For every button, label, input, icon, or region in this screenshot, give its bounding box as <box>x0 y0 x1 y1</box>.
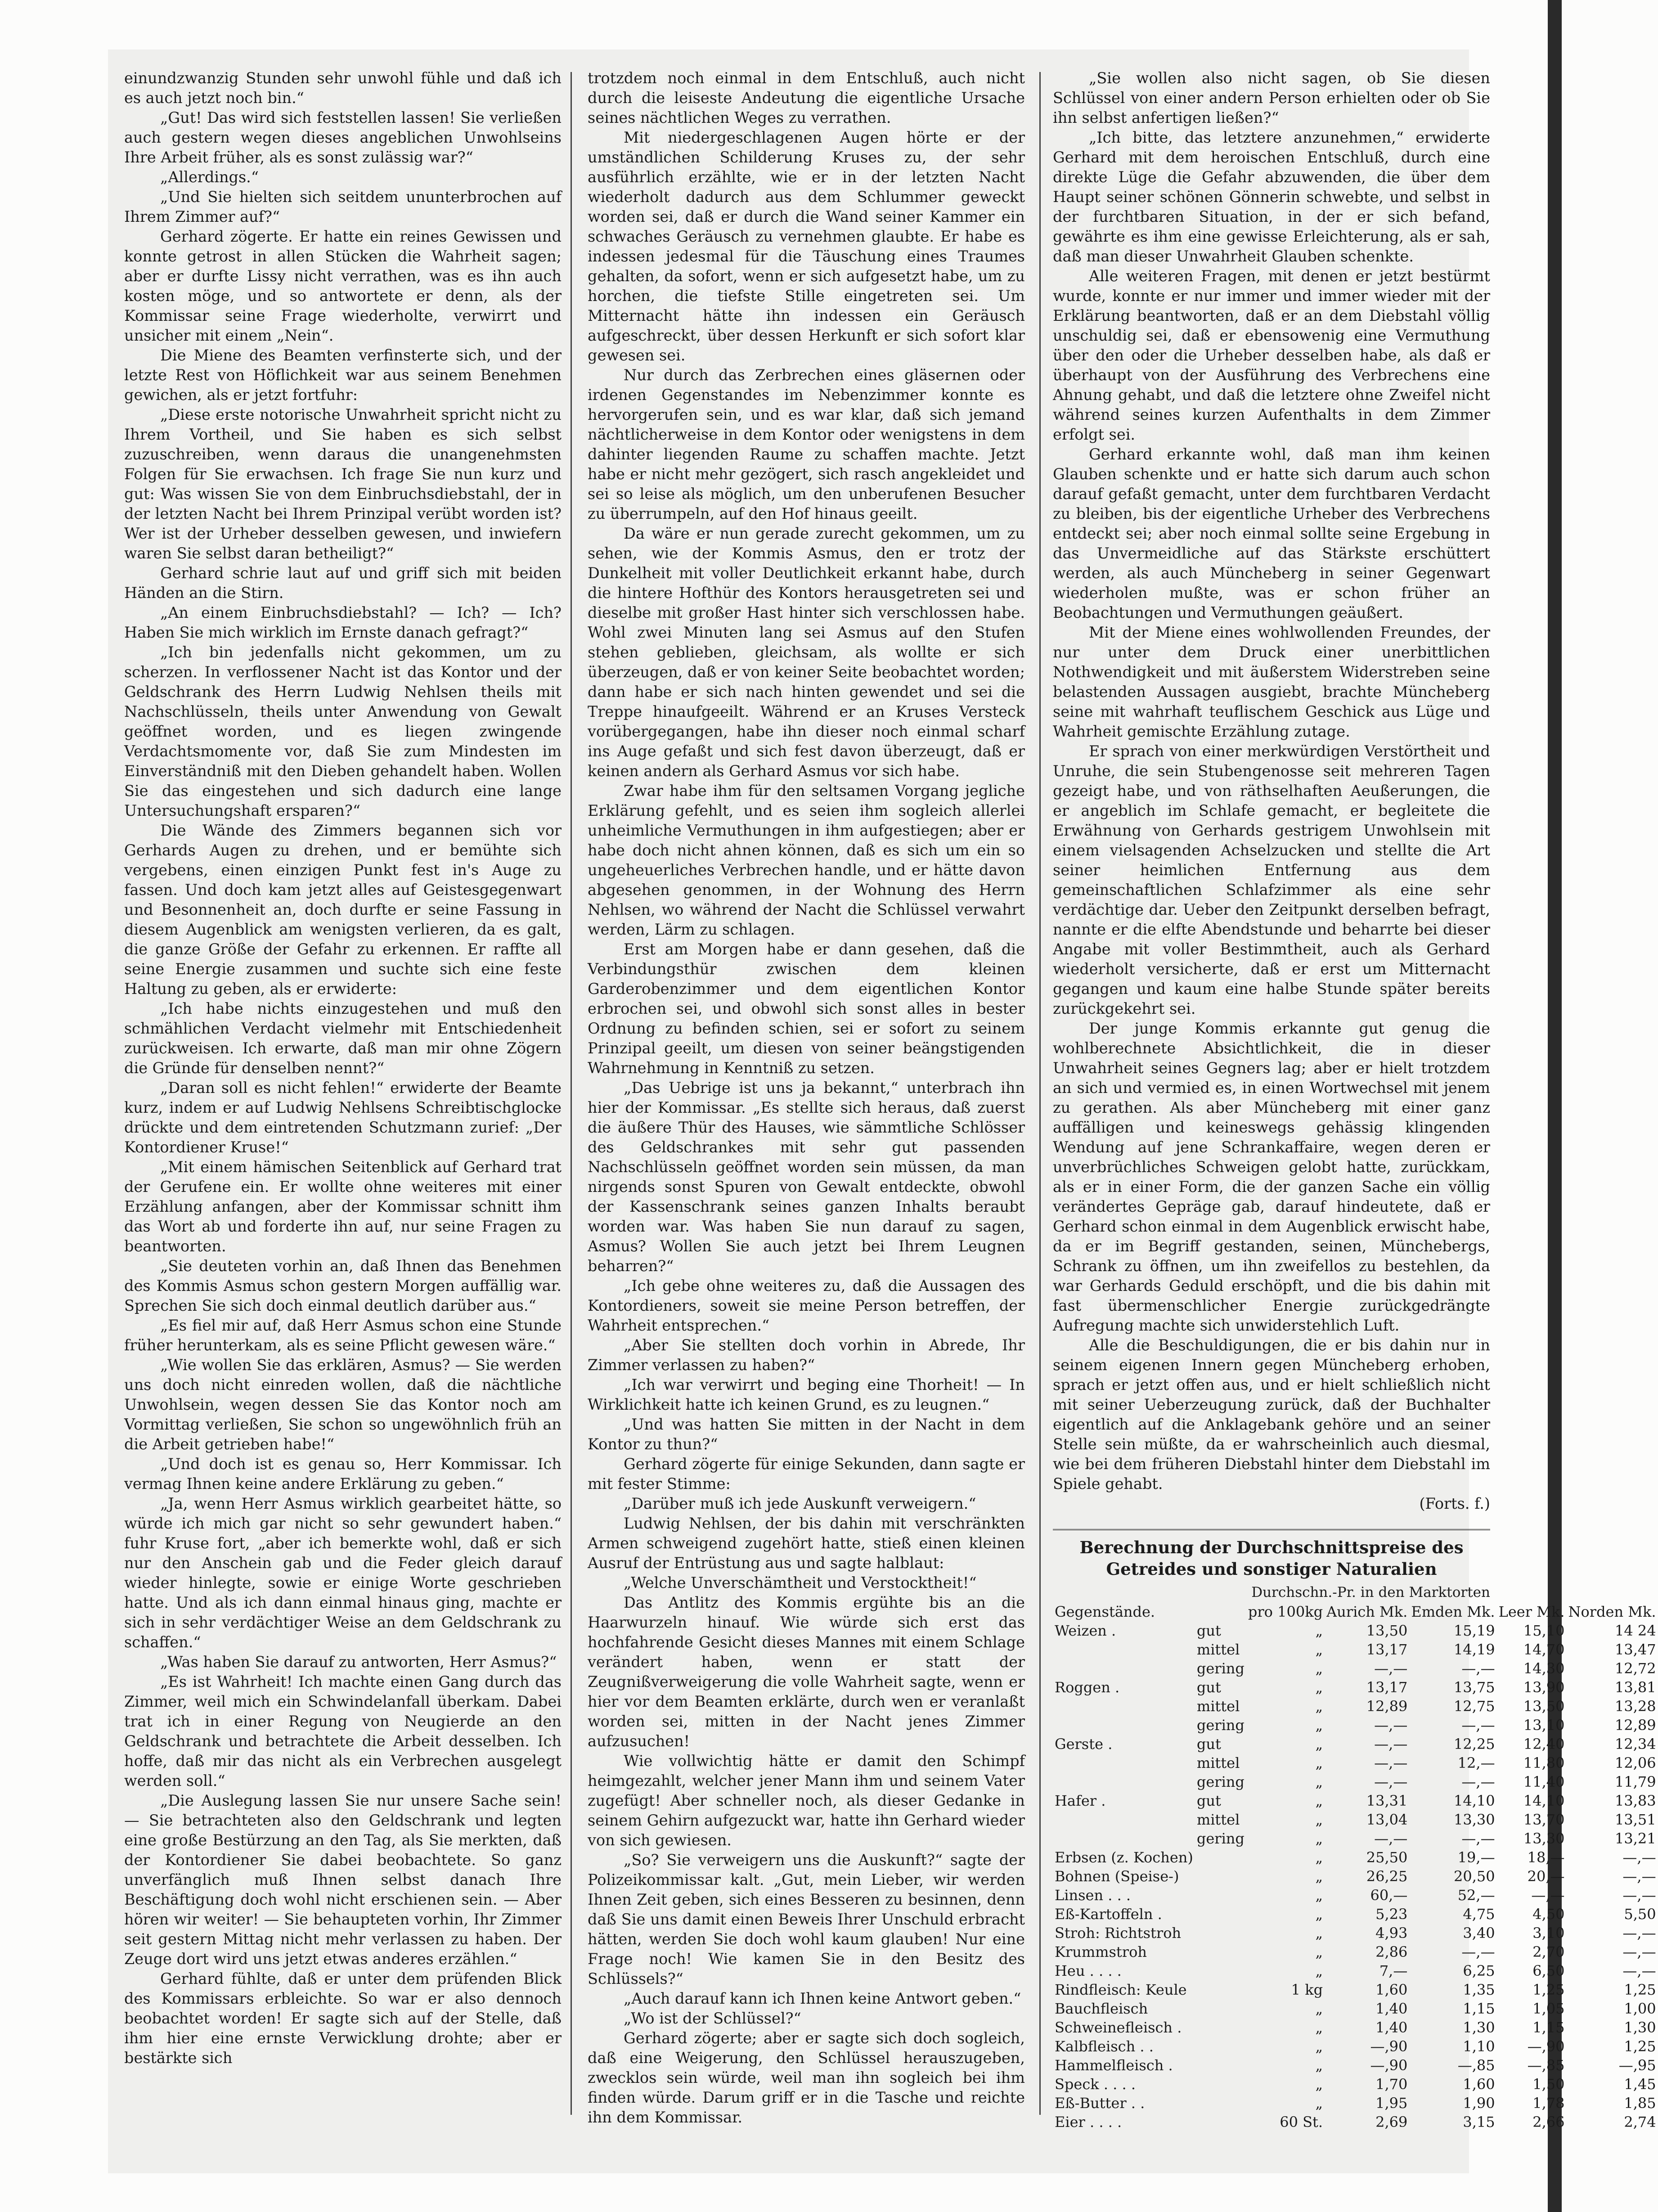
price-row <box>1053 2094 1658 2113</box>
price-cell: 14,30 <box>1523 1660 1565 1677</box>
commodity-cell: Gerste . <box>1055 1735 1113 1753</box>
column-1-paragraph: „Ja, wenn Herr Asmus wirklich gearbeitet hätte, so würde ich mich gar nicht so sehr gewundert haben.“ fuhr Kruse fort, „aber ich bemerkte wohl, daß er sich nur den Anschein gab und die Feder gleich darauf wieder hinlegte, sowie er einige Worte geschrieben hatte. Und als ich dann einmal hinaus ging, machte er sich in sehr verdächtiger Weise an dem Geldschrank zu schaffen.“ <box>124 1495 562 1651</box>
quality-cell <box>1195 1942 1246 1961</box>
price-cell: —,— <box>1374 1773 1408 1790</box>
column-1-paragraph: Gerhard fühlte, daß er unter dem prüfenden Blick des Kommissars erbleichte. So war er also dennoch beobachtet worden! Er sagte sich auf der Stelle, daß ihm hier eine ernste Verwicklung drohte; aber er bestärkte sich <box>124 1970 562 2067</box>
column-2-paragraph: „Auch darauf kann ich Ihnen keine Antwort geben.“ <box>624 1990 1021 2007</box>
price-cell: —,— <box>1622 1849 1656 1866</box>
price-cell: —,95 <box>1618 2057 1656 2074</box>
quality-cell: gering <box>1196 1773 1245 1790</box>
price-row <box>1053 1999 1658 2018</box>
column-1-paragraph: Gerhard schrie laut auf und griff sich mit beiden Händen an die Stirn. <box>124 564 562 602</box>
price-cell: 1,60 <box>1463 2076 1495 2093</box>
commodity-cell: Roggen . <box>1055 1679 1120 1696</box>
commodity-cell: Linsen . . . <box>1055 1887 1131 1904</box>
quality-cell: gering <box>1196 1830 1245 1847</box>
price-cell: 5,50 <box>1624 1906 1656 1923</box>
price-row <box>1053 1659 1658 1678</box>
price-cell: 1,35 <box>1463 1981 1495 1998</box>
price-row <box>1053 1640 1658 1659</box>
price-cell: —,— <box>1374 1735 1408 1753</box>
quality-cell: gering <box>1196 1660 1245 1677</box>
unit-cell: „ <box>1315 1698 1323 1715</box>
price-cell: 1,05 <box>1532 2000 1565 2017</box>
commodity-cell <box>1053 1659 1195 1678</box>
price-row <box>1053 1678 1658 1697</box>
quality-cell <box>1195 1848 1246 1867</box>
column-2-paragraph: „So? Sie verweigern uns die Auskunft?“ sagte der Polizeikommissar kalt. „Gut, mein Lieber, wir werden Ihnen Zeit geben, sich eines Besseren zu besinnen, denn daß Sie uns damit einen Beweis Ihrer Unschuld erbracht hätten, werden Sie doch wohl kaum glauben! Nur eine Frage noch! Wie kamen Sie in den Besitz des Schlüssels?“ <box>588 1851 1025 1987</box>
column-1-paragraph: „Ich habe nichts einzugestehen und muß den schmählichen Verdacht vielmehr mit Entschiedenheit zurückweisen. Ich erwarte, daß man mir ohne Zögern die Gründe für denselben nennt?“ <box>124 1000 562 1077</box>
price-row <box>1053 1942 1658 1961</box>
column-3-paragraph: Mit der Miene eines wohlwollenden Freundes, der nur unter dem Druck einer unerbittlichen Nothwendigkeit und mit äußerstem Widerstreben seine belastenden Aussagen ausgiebt, brachte Müncheberg seine mit wahrhaft teuflischem Geschick aus Lüge und Wahrheit gemischte Erzählung zutage. <box>1053 624 1490 740</box>
price-cell: 13,47 <box>1614 1641 1656 1658</box>
price-table-title: Berechnung der Durchschnittspreise des Getreides und sonstiger Naturalien <box>1053 1529 1490 1580</box>
price-cell: 2,74 <box>1624 2113 1656 2131</box>
price-cell: 1,95 <box>1375 2095 1408 2112</box>
column-2-paragraph: Erst am Morgen habe er dann gesehen, daß die Verbindungsthür zwischen dem kleinen Garderobenzimmer und dem eigentlichen Kontor erbrochen sei, und obwohl sich sonst alles in bester Ordnung zu befinden schien, sei er sofort zu seinem Prinzipal geeilt, um diesen von seiner beängstigenden Wahrnehmung in Kenntniß zu setzen. <box>588 940 1025 1077</box>
column-2-paragraph: Mit niedergeschlagenen Augen hörte er der umständlichen Schilderung Kruses zu, der sehr ausführlich erzählte, wie er in der letzten Nacht wiederholt dadurch aus dem Schlummer geweckt worden sei, daß er durch die Wand seiner Kammer ein schwaches Geräusch zu vernehmen glaubte. Er habe es indessen jedesmal für die Täuschung eines Traumes gehalten, da sofort, wenn er sich aufgesetzt habe, um zu horchen, die tiefste Stille eingetreten sei. Um Mitternacht hätte ihn indessen ein Geräusch aufgeschreckt, über dessen Herkunft er sich sofort klar gewesen sei. <box>588 129 1025 364</box>
unit-cell: „ <box>1315 1868 1323 1885</box>
column-1-paragraph: „Diese erste notorische Unwahrheit spricht nicht zu Ihrem Vortheil, und Sie haben es sich selbst zuzuschreiben, wenn daraus die unangenehmsten Folgen für Sie erwachsen. Ich frage Sie nun kurz und gut: Was wissen Sie von dem Einbruchsdiebstahl, der in der letzten Nacht bei Ihrem Prinzipal verübt worden ist? Wer ist der Urheber desselben gewesen, und inwiefern waren Sie selbst daran betheiligt?“ <box>124 406 562 562</box>
column-3-paragraph: Alle weiteren Fragen, mit denen er jetzt bestürmt wurde, konnte er nur immer und immer wieder mit der Erklärung beantworten, daß er an dem Diebstahl völlig unschuldig sei, daß er ebensowenig eine Vermuthung über den oder die Urheber desselben habe, als daß er überhaupt von der Ausführung des Verbrechens eine Ahnung gehabt, und daß die letztere ohne Zweifel nicht während seines kurzen Aufenthalts in dem Zimmer erfolgt sei. <box>1053 267 1490 443</box>
continuation-note: (Forts. f.) <box>1419 1495 1490 1512</box>
price-cell: 6,25 <box>1463 1962 1495 1979</box>
price-row <box>1053 2018 1658 2037</box>
price-cell: 13,83 <box>1614 1792 1656 1809</box>
unit-cell: „ <box>1315 2095 1323 2112</box>
price-cell: —,— <box>1374 1754 1408 1771</box>
column-2-paragraph: „Wo ist der Schlüssel?“ <box>624 2010 801 2027</box>
price-cell: 1,85 <box>1624 2095 1656 2112</box>
quality-cell: mittel <box>1196 1811 1240 1828</box>
column-rule-2 <box>1039 72 1041 2115</box>
unit-cell: 60 St. <box>1280 2113 1323 2131</box>
price-cell: 1,78 <box>1532 2095 1565 2112</box>
price-row <box>1053 2113 1658 2131</box>
price-cell: 13,50 <box>1523 1698 1565 1715</box>
commodity-cell <box>1053 1772 1195 1791</box>
unit-cell: „ <box>1315 1962 1323 1979</box>
header-aurich: Aurich Mk. <box>1326 1603 1408 1620</box>
commodity-cell <box>1053 1753 1195 1772</box>
commodity-cell: Bohnen (Speise-) <box>1055 1868 1179 1885</box>
price-row <box>1053 1867 1658 1886</box>
price-cell: —,— <box>1622 1924 1656 1942</box>
column-1-paragraph: Die Wände des Zimmers begannen sich vor Gerhards Augen zu drehen, und er bemühte sich vergebens, einen einzigen Punkt fest in's Auge zu fassen. Und doch kam jetzt alles auf Geistesgegenwart und Besonnenheit an, doch durfte er seine Fassung in diesem Augenblick am wenigsten verlieren, da es galt, die ganze Größe der Gefahr zu erkennen. Er raffte all seine Energie zusammen und suchte sich eine feste Haltung zu geben, als er erwiderte: <box>124 822 562 998</box>
price-row <box>1053 1980 1658 1999</box>
price-cell: 14,19 <box>1453 1641 1495 1658</box>
column-2-paragraph: Da wäre er nun gerade zurecht gekommen, um zu sehen, wie der Kommis Asmus, den er trotz der Dunkelheit mit voller Deutlichkeit erkannt habe, durch die hintere Hofthür des Kontors herausgetreten sei und dieselbe mit großer Hast hinter sich verschlossen habe. Wohl zwei Minuten lang sei Asmus auf den Stufen stehen geblieben, gleichsam, als wollte er sich überzeugen, daß er von keiner Seite beobachtet worden; dann habe er sich nach hinten gewendet und sei die Treppe hinaufgeeilt. Während er an Kruses Versteck vorübergegangen, habe ihn dieser noch einmal scharf ins Auge gefaßt und sich fest davon überzeugt, daß er keinen andern als Gerhard Asmus vor sich habe. <box>588 525 1025 780</box>
commodity-cell: Hammelfleisch . <box>1055 2057 1173 2074</box>
price-row <box>1053 1829 1658 1848</box>
quality-cell: gut <box>1196 1792 1221 1809</box>
unit-cell: „ <box>1315 1773 1323 1790</box>
price-cell: 13,75 <box>1453 1679 1495 1696</box>
commodity-cell: Stroh: Richtstroh <box>1055 1924 1182 1942</box>
quality-cell <box>1195 1999 1246 2018</box>
price-row <box>1053 1753 1658 1772</box>
column-3-paragraph: Alle die Beschuldigungen, die er bis dahin nur in seinem eigenen Innern gegen Müncheberg erhoben, sprach er jetzt offen aus, und er hielt schließlich nicht mit seiner Ueberzeugung zurück, daß der Buchhalter eigentlich auf die Anklagebank gehöre und an seiner Stelle sein müßte, da er wahrscheinlich auch diesmal, wie bei dem früheren Diebstahl hinter dem Diebstahl im Spiele gehabt. <box>1053 1336 1490 1493</box>
price-cell: 6,50 <box>1532 1962 1565 1979</box>
price-cell: 11,79 <box>1614 1773 1656 1790</box>
price-cell: 12,89 <box>1366 1698 1408 1715</box>
price-cell: —,— <box>1374 1717 1408 1734</box>
quality-cell: mittel <box>1196 1698 1240 1715</box>
column-2-paragraph: Wie vollwichtig hätte er damit den Schimpf heimgezahlt, welcher jener Mann ihm und seinem Vater zugefügt! Aber schneller noch, als dieser Gedanke in seinem Gehirn aufgezuckt war, hatte ihn Gerhard wieder von sich gewiesen. <box>588 1752 1025 1849</box>
quality-cell <box>1195 2037 1246 2056</box>
price-cell: 13,17 <box>1366 1641 1408 1658</box>
text-column-1 <box>124 68 562 2183</box>
column-2-paragraph: Ludwig Nehlsen, der bis dahin mit verschränkten Armen schweigend zugehört hatte, stieß einen kleinen Ausruf der Entrüstung aus und sagte halblaut: <box>588 1515 1025 1572</box>
quality-cell <box>1195 1867 1246 1886</box>
column-2-paragraph: Gerhard zögerte; aber er sagte sich doch sogleich, daß eine Weigerung, den Schlüssel herauszugeben, zwecklos sein würde, weil man ihn sogleich bei ihm finden würde. Darum griff er in die Tasche und reichte ihn dem Kommissar. <box>588 2029 1025 2126</box>
unit-cell: „ <box>1315 1754 1323 1771</box>
price-cell: 1,30 <box>1624 2019 1656 2036</box>
column-1-paragraph: einundzwanzig Stunden sehr unwohl fühle und daß ich es auch jetzt noch bin.“ <box>124 69 562 107</box>
unit-cell: „ <box>1315 1717 1323 1734</box>
column-1-paragraph: „Es ist Wahrheit! Ich machte einen Gang durch das Zimmer, weil mich ein Schwindelanfall überkam. Dabei trat ich in einer Regung von Neugierde an den Geldschrank und betrachtete die Arbeit desselben. Ich hoffe, daß mir das nicht als ein Verbrechen ausgelegt werden soll.“ <box>124 1673 562 1789</box>
column-2-paragraph: trotzdem noch einmal in dem Entschluß, auch nicht durch die leiseste Andeutung die eigentliche Ursache seines nächtlichen Weges zu verrathen. <box>588 69 1025 126</box>
price-cell: 18,— <box>1527 1849 1565 1866</box>
price-cell: 1,25 <box>1532 1981 1565 1998</box>
price-cell: 2,86 <box>1375 1943 1408 1960</box>
price-cell: 4,50 <box>1532 1906 1565 1923</box>
price-cell: 1,15 <box>1532 2019 1565 2036</box>
quality-cell <box>1195 2056 1246 2075</box>
commodity-cell: Schweinefleisch . <box>1055 2019 1182 2036</box>
quality-cell: gut <box>1196 1622 1221 1639</box>
commodity-cell: Rindfleisch: Keule <box>1055 1981 1187 1998</box>
price-cell: 19,— <box>1457 1849 1495 1866</box>
price-cell: 13,90 <box>1523 1679 1565 1696</box>
price-table-header <box>1053 1602 1658 1621</box>
price-cell: 25,50 <box>1366 1849 1408 1866</box>
commodity-cell: Krummstroh <box>1055 1943 1147 1960</box>
commodity-cell <box>1053 1829 1195 1848</box>
price-cell: 13,70 <box>1523 1811 1565 1828</box>
price-cell: —,— <box>1622 1962 1656 1979</box>
column-1-paragraph: „Was haben Sie darauf zu antworten, Herr Asmus?“ <box>160 1653 557 1671</box>
column-3-paragraph: Gerhard erkannte wohl, daß man ihm keinen Glauben schenkte und er hatte sich darum auch schon darauf gefaßt gemacht, unter dem furchtbaren Verdacht zu bleiben, bis der eigentliche Urheber des Verbrechens entdeckt sei; aber noch einmal sollte seine Ergebung in das Unvermeidliche auf das Stärkste erschüttert werden, als auch Müncheberg in seiner Gegenwart wiederholen mußte, was er schon früher an Beobachtungen und Vermuthungen geäußert. <box>1053 445 1490 621</box>
commodity-cell: Eier . . . . <box>1055 2113 1122 2131</box>
quality-cell: gering <box>1196 1717 1245 1734</box>
column-3-paragraph: „Sie wollen also nicht sagen, ob Sie diesen Schlüssel von einer andern Person erhielten oder ob Sie ihn selbst anfertigen ließen?“ <box>1053 69 1490 126</box>
column-2-paragraph: Das Antlitz des Kommis ergühte bis an die Haarwurzeln hinauf. Wie würde sich erst das hochfahrende Gesicht dieses Mannes mit einem Schlage verändert haben, wenn er statt der Zeugnißverweigerung die volle Wahrheit sagte, wenn er hier vor dem Beamten erklärte, durch wen er veranlaßt worden sei, mitten in der Nacht jenes Zimmer aufzusuchen! <box>588 1594 1025 1750</box>
quality-cell <box>1195 1924 1246 1942</box>
price-cell: 60,— <box>1370 1887 1408 1904</box>
unit-cell: „ <box>1315 1792 1323 1809</box>
unit-cell: „ <box>1315 1679 1323 1696</box>
unit-cell: „ <box>1315 1735 1323 1753</box>
header-leer: Leer Mk. <box>1498 1603 1565 1620</box>
column-1-paragraph: „Und doch ist es genau so, Herr Kommissar. Ich vermag Ihnen keine andere Erklärung zu geben.“ <box>124 1455 562 1493</box>
price-cell: —,90 <box>1370 2057 1408 2074</box>
price-cell: —,— <box>1461 1830 1495 1847</box>
column-3-paragraph: „Ich bitte, das letztere anzunehmen,“ erwiderte Gerhard mit dem heroischen Entschluß, durch eine direkte Lüge die Gefahr abzuwenden, die über dem Haupt seiner schönen Gönnerin schwebte, und selbst in der furchtbaren Situation, in der er sich befand, gewährte es ihm eine gewisse Erleichterung, als er sah, daß man dieser Unwahrheit Glauben schenkte. <box>1053 129 1490 265</box>
price-cell: 12,75 <box>1453 1698 1495 1715</box>
commodity-cell: Eß-Butter . . <box>1055 2095 1145 2112</box>
price-cell: —,— <box>1374 1830 1408 1847</box>
price-cell: —,90 <box>1527 2038 1565 2055</box>
column-2-paragraph: „Welche Unverschämtheit und Verstocktheit!“ <box>624 1574 977 1592</box>
price-cell: 13,30 <box>1453 1811 1495 1828</box>
price-cell: 52,— <box>1457 1887 1495 1904</box>
price-row <box>1053 1810 1658 1829</box>
commodity-cell: Eß-Kartoffeln . <box>1055 1906 1162 1923</box>
price-cell: 13,81 <box>1614 1679 1656 1696</box>
price-cell: 14,10 <box>1453 1792 1495 1809</box>
commodity-cell: Weizen . <box>1055 1622 1116 1639</box>
price-cell: —,— <box>1531 1887 1565 1904</box>
quality-cell <box>1195 2075 1246 2094</box>
column-2-paragraph: Nur durch das Zerbrechen eines gläsernen oder irdenen Gegenstandes im Nebenzimmer konnte es hervorgerufen sein, und es war klar, daß sich jemand nächtlicherweise in dem Kontor oder wenigstens in dem dahinter liegenden Raume zu schaffen machte. Jetzt habe er nicht mehr gezögert, sich rasch angekleidet und sei so leise als möglich, um den unberufenen Besucher zu überrumpeln, auf den Hof hinaus geeilt. <box>588 366 1025 522</box>
price-cell: 14 24 <box>1614 1622 1656 1639</box>
price-cell: 13,51 <box>1614 1811 1656 1828</box>
column-1-paragraph: „Und Sie hielten sich seitdem ununterbrochen auf Ihrem Zimmer auf?“ <box>124 188 562 225</box>
price-cell: 12,72 <box>1614 1660 1656 1677</box>
quality-cell <box>1195 1886 1246 1905</box>
price-cell: 20,50 <box>1453 1868 1495 1885</box>
price-row <box>1053 1961 1658 1980</box>
commodity-cell: Kalbfleisch . . <box>1055 2038 1154 2055</box>
price-cell: 12,89 <box>1614 1717 1656 1734</box>
column-3-paragraph: Er sprach von einer merkwürdigen Verstörtheit und Unruhe, die sein Stubengenosse seit mehreren Tagen gezeigt habe, und von räthselhaften Aeußerungen, die er angeblich im Schlafe gemacht, er begleitete die Erwähnung von Gerhards gestrigem Unwohlsein mit einem vielsagenden Achselzucken und stellte die Art seiner heimlichen Entfernung aus dem gemeinschaftlichen Schlafzimmer als eine sehr verdächtige dar. Ueber den Zeitpunkt derselben befragt, nannte er die elfte Abendstunde und beharrte bei dieser Angabe mit voller Bestimmtheit, auch als Gerhard wiederholt versicherte, daß er erst um Mitternacht gegangen und kaum eine halbe Stunde später bereits zurückgekehrt sei. <box>1053 742 1490 1017</box>
column-2-paragraph: Gerhard zögerte für einige Sekunden, dann sagte er mit fester Stimme: <box>588 1455 1025 1493</box>
price-table-subheader: Durchschn.-Pr. in den Marktorten <box>1251 1584 1490 1601</box>
price-cell: 1,10 <box>1463 2038 1495 2055</box>
price-cell: 12,40 <box>1523 1735 1565 1753</box>
text-column-3 <box>1053 68 1656 2183</box>
text-column-2 <box>588 68 1025 2183</box>
column-1-paragraph: „Allerdings.“ <box>160 168 259 186</box>
column-2-paragraph: Zwar habe ihm für den seltsamen Vorgang jegliche Erklärung gefehlt, und es seien ihm sogleich allerlei unheimliche Vermuthungen in ihm aufgestiegen; aber er habe doch nicht ahnen können, daß es sich um ein so ungeheuerliches Verbrechen handle, und er hätte davon abgesehen genommen, in der Wohnung des Herrn Nehlsen, wo während der Nacht die Schlüssel verwahrt werden, Lärm zu schlagen. <box>588 782 1025 938</box>
price-cell: 4,75 <box>1463 1906 1495 1923</box>
unit-cell: „ <box>1315 1906 1323 1923</box>
price-cell: 13,17 <box>1366 1679 1408 1696</box>
commodity-cell: Speck . . . . <box>1055 2076 1136 2093</box>
commodity-cell: Erbsen (z. Kochen) <box>1055 1849 1193 1866</box>
price-row <box>1053 1886 1658 1905</box>
commodity-cell: Bauchfleisch <box>1055 2000 1148 2017</box>
unit-cell: „ <box>1315 1943 1323 1960</box>
unit-cell: „ <box>1315 1849 1323 1866</box>
price-row <box>1053 1735 1658 1753</box>
price-cell: —,— <box>1461 1943 1495 1960</box>
price-cell: 7,— <box>1379 1962 1408 1979</box>
column-1-paragraph: „Mit einem hämischen Seitenblick auf Gerhard trat der Gerufene ein. Er wollte ohne weiteres mit einer Erzählung anfangen, aber der Kommissar schnitt ihm das Wort ab und forderte ihn auf, nur seine Fragen zu beantworten. <box>124 1158 562 1255</box>
unit-cell: „ <box>1315 1641 1323 1658</box>
header-unit: pro 100kg <box>1248 1603 1323 1620</box>
unit-cell: „ <box>1315 2000 1323 2017</box>
price-cell: 13,28 <box>1614 1698 1656 1715</box>
column-2-paragraph: „Darüber muß ich jede Auskunft verweigern.“ <box>624 1495 976 1512</box>
price-row <box>1053 2037 1658 2056</box>
price-row <box>1053 2056 1658 2075</box>
quality-cell: gut <box>1196 1679 1221 1696</box>
column-1-paragraph: „An einem Einbruchsdiebstahl? — Ich? — Ich? Haben Sie mich wirklich im Ernste danach gefragt?“ <box>124 604 562 641</box>
price-cell: —,— <box>1461 1773 1495 1790</box>
price-cell: —,— <box>1461 1717 1495 1734</box>
unit-cell: „ <box>1315 2076 1323 2093</box>
price-cell: 13,21 <box>1614 1830 1656 1847</box>
price-cell: 15,10 <box>1523 1622 1565 1639</box>
commodity-cell: Hafer . <box>1055 1792 1106 1809</box>
commodity-cell <box>1053 1640 1195 1659</box>
commodity-cell: Heu . . . . <box>1055 1962 1122 1979</box>
quality-cell: gut <box>1196 1735 1221 1753</box>
unit-cell: „ <box>1315 1622 1323 1639</box>
column-2-paragraph: „Und was hatten Sie mitten in der Nacht in dem Kontor zu thun?“ <box>588 1416 1025 1453</box>
unit-cell: „ <box>1315 1887 1323 1904</box>
price-cell: 1,90 <box>1463 2095 1495 2112</box>
price-cell: —,90 <box>1370 2038 1408 2055</box>
price-cell: 20,— <box>1527 1868 1565 1885</box>
price-cell: 2,70 <box>1532 1943 1565 1960</box>
price-cell: 3,40 <box>1463 1924 1495 1942</box>
column-2-paragraph: „Ich war verwirrt und beging eine Thorheit! — In Wirklichkeit hatte ich keinen Grund, es zu leugnen.“ <box>588 1376 1025 1413</box>
quality-cell <box>1195 2094 1246 2113</box>
price-cell: 12,25 <box>1453 1735 1495 1753</box>
unit-cell: „ <box>1315 1924 1323 1942</box>
commodity-cell <box>1053 1697 1195 1716</box>
commodity-cell <box>1053 1716 1195 1735</box>
price-cell: 13,30 <box>1523 1830 1565 1847</box>
price-row <box>1053 2075 1658 2094</box>
unit-cell: „ <box>1315 1660 1323 1677</box>
price-cell: 1,60 <box>1375 1981 1408 1998</box>
price-cell: 2,66 <box>1532 2113 1565 2131</box>
price-row <box>1053 1924 1658 1942</box>
quality-cell: mittel <box>1196 1641 1240 1658</box>
price-row <box>1053 1697 1658 1716</box>
unit-cell: „ <box>1315 2019 1323 2036</box>
price-cell: 11,80 <box>1523 1754 1565 1771</box>
price-cell: —,— <box>1622 1943 1656 1960</box>
price-cell: 1,25 <box>1624 2038 1656 2055</box>
column-3-paragraph: Der junge Kommis erkannte gut genug die wohlberechnete Absichtlichkeit, die in dieser Unwahrheit seines Gegners lag; aber er hielt trotzdem an sich und vermied es, in einen Wortwechsel mit jenem zu gerathen. Als aber Müncheberg mit einer ganz auffälligen und keineswegs gehässig klingenden Wendung auf jene Schrankaffaire, wegen deren er unverbrüchliches Schweigen gelobt hatte, zurückkam, als er in einer Form, die der ganzen Sache ein völlig verändertes Gepräge gab, darauf hindeutete, daß er Gerhard schon einmal in dem Augenblick erwischt habe, da er im Begriff gestanden, seinen, Münchebergs, Schrank zu öffnen, um ihn zweifellos zu bestehlen, da war Gerhards Geduld erschöpft, und die bis dahin mit fast übermenschlicher Energie zurückgedrängte Aufregung machte sich unwiderstehlich Luft. <box>1053 1020 1490 1334</box>
price-cell: 1,70 <box>1375 2076 1408 2093</box>
column-1-paragraph: „Daran soll es nicht fehlen!“ erwiderte der Beamte kurz, indem er auf Ludwig Nehlsens Schreibtischglocke drückte und dem eintretenden Schutzmann zurief: „Der Kontordiener Kruse!“ <box>124 1079 562 1156</box>
price-cell: 12,34 <box>1614 1735 1656 1753</box>
column-1-paragraph: „Ich bin jedenfalls nicht gekommen, um zu scherzen. In verflossener Nacht ist das Kontor und der Geldschrank des Herrn Ludwig Nehlsen theils mit Nachschlüsseln, theils unter Anwendung von Gewalt geöffnet worden, und es liegen zwingende Verdachtsmomente vor, daß Sie zum Mindesten im Einverständniß mit den Dieben gehandelt haben. Wollen Sie das eingestehen und sich dadurch eine lange Untersuchungshaft ersparen?“ <box>124 643 562 819</box>
price-cell: 26,25 <box>1366 1868 1408 1885</box>
column-rule-1 <box>571 72 572 2115</box>
column-1-paragraph: Gerhard zögerte. Er hatte ein reines Gewissen und konnte getrost in allen Stücken die Wahrheit sagen; aber er durfte Lissy nicht verrathen, was es ihn auch kosten möge, und so antwortete er denn, als der Kommissar seine Frage wiederholte, verwirrt und unsicher mit einem „Nein“. <box>124 228 562 344</box>
price-cell: —,85 <box>1527 2057 1565 2074</box>
price-cell: 4,93 <box>1375 1924 1408 1942</box>
price-cell: 3,10 <box>1532 1924 1565 1942</box>
price-cell: 1,15 <box>1463 2000 1495 2017</box>
price-cell: 1,40 <box>1375 2000 1408 2017</box>
header-norden: Norden Mk. <box>1568 1603 1656 1620</box>
unit-cell: 1 kg <box>1291 1981 1323 1998</box>
quality-cell: mittel <box>1196 1754 1240 1771</box>
unit-cell: „ <box>1315 2038 1323 2055</box>
column-1-paragraph: „Die Auslegung lassen Sie nur unsere Sache sein! — Sie betrachteten also den Geldschrank und legten eine große Bestürzung an den Tag, als Sie merkten, daß der Kontordiener Sie dabei beobachtete. So ganz unverfänglich muß Ihnen selbst danach Ihre Beschäftigung doch wohl nicht erschienen sein. — Aber hören wir weiter! — Sie behaupteten vorhin, Ihr Zimmer seit gestern Mittag nicht mehr verlassen zu haben. Der Zeuge dort wird uns jetzt etwas anderes erzählen.“ <box>124 1792 562 1968</box>
price-table <box>1053 1602 1658 2131</box>
price-row <box>1053 1772 1658 1791</box>
price-cell: 14,70 <box>1523 1641 1565 1658</box>
price-row <box>1053 1848 1658 1867</box>
quality-cell <box>1195 1905 1246 1924</box>
price-cell: 1,00 <box>1624 2000 1656 2017</box>
quality-cell <box>1195 2018 1246 2037</box>
column-1-paragraph: „Gut! Das wird sich feststellen lassen! Sie verließen auch gestern wegen dieses angeblichen Unwohlseins Ihre Arbeit früher, als es sonst zulässig war?“ <box>124 109 562 166</box>
price-cell: —,85 <box>1457 2057 1495 2074</box>
column-2-paragraph: „Aber Sie stellten doch vorhin in Abrede, Ihr Zimmer verlassen zu haben?“ <box>588 1336 1025 1374</box>
quality-cell <box>1195 2113 1246 2131</box>
price-cell: 3,15 <box>1463 2113 1495 2131</box>
price-cell: 1,50 <box>1532 2076 1565 2093</box>
price-cell: —,— <box>1374 1660 1408 1677</box>
price-row <box>1053 1716 1658 1735</box>
unit-cell: „ <box>1315 2057 1323 2074</box>
column-1-paragraph: Die Miene des Beamten verfinsterte sich, und der letzte Rest von Höflichkeit war aus seinem Benehmen gewichen, als er jetzt fortfuhr: <box>124 346 562 404</box>
unit-cell: „ <box>1315 1830 1323 1847</box>
price-row <box>1053 1905 1658 1924</box>
price-cell: 2,69 <box>1375 2113 1408 2131</box>
price-cell: 11,40 <box>1523 1773 1565 1790</box>
column-1-paragraph: „Es fiel mir auf, daß Herr Asmus schon eine Stunde früher herunterkam, als es seine Pflicht gewesen wäre.“ <box>124 1317 562 1354</box>
price-cell: 1,40 <box>1375 2019 1408 2036</box>
price-cell: 13,50 <box>1366 1622 1408 1639</box>
column-1-paragraph: „Wie wollen Sie das erklären, Asmus? — Sie werden uns doch nicht einreden wollen, daß die nächtliche Unwohlsein, wegen dessen Sie das Kontor noch am Vormittag verließen, Sie schon so ungewöhnlich früh an die Arbeit getrieben habe!“ <box>124 1356 562 1453</box>
price-cell: 1,25 <box>1624 1981 1656 1998</box>
price-cell: 12,— <box>1457 1754 1495 1771</box>
price-cell: 13,31 <box>1366 1792 1408 1809</box>
unit-cell: „ <box>1315 1811 1323 1828</box>
text-column-3-body <box>1053 68 1490 1494</box>
column-2-paragraph: „Das Uebrige ist uns ja bekannt,“ unterbrach ihn hier der Kommissar. „Es stellte sich heraus, daß zuerst die äußere Thür des Hauses, wie sämmtliche Schlösser des Geldschrankes mit sehr gut passenden Nachschlüsseln geöffnet worden sein müssen, da man nirgends sonst Spuren von Gewalt entdeckte, obwohl der Kassenschrank seines ganzen Inhalts beraubt worden war. Was haben Sie nun darauf zu sagen, Asmus? Wollen Sie auch jetzt bei Ihrem Leugnen beharren?“ <box>588 1079 1025 1275</box>
price-cell: —,— <box>1461 1660 1495 1677</box>
quality-cell <box>1195 1980 1246 1999</box>
commodity-cell <box>1053 1810 1195 1829</box>
price-cell: 15,19 <box>1453 1622 1495 1639</box>
column-2-paragraph: „Ich gebe ohne weiteres zu, daß die Aussagen des Kontordieners, soweit sie meine Person betreffen, der Wahrheit entsprechen.“ <box>588 1277 1025 1334</box>
price-cell: 13,04 <box>1366 1811 1408 1828</box>
price-cell: 1,30 <box>1463 2019 1495 2036</box>
price-cell: 5,23 <box>1375 1906 1408 1923</box>
quality-cell <box>1195 1961 1246 1980</box>
price-row <box>1053 1621 1658 1640</box>
price-cell: —,— <box>1622 1887 1656 1904</box>
price-cell: —,— <box>1622 1868 1656 1885</box>
price-cell: 1,45 <box>1624 2076 1656 2093</box>
header-goods: Gegenstände. <box>1055 1603 1155 1620</box>
price-cell: 14,10 <box>1523 1792 1565 1809</box>
header-emden: Emden Mk. <box>1411 1603 1495 1620</box>
column-1-paragraph: „Sie deuteten vorhin an, daß Ihnen das Benehmen des Kommis Asmus schon gestern Morgen auffällig war. Sprechen Sie sich doch einmal deutlich darüber aus.“ <box>124 1257 562 1314</box>
price-cell: 13,10 <box>1523 1717 1565 1734</box>
price-cell: 12,06 <box>1614 1754 1656 1771</box>
price-row <box>1053 1791 1658 1810</box>
